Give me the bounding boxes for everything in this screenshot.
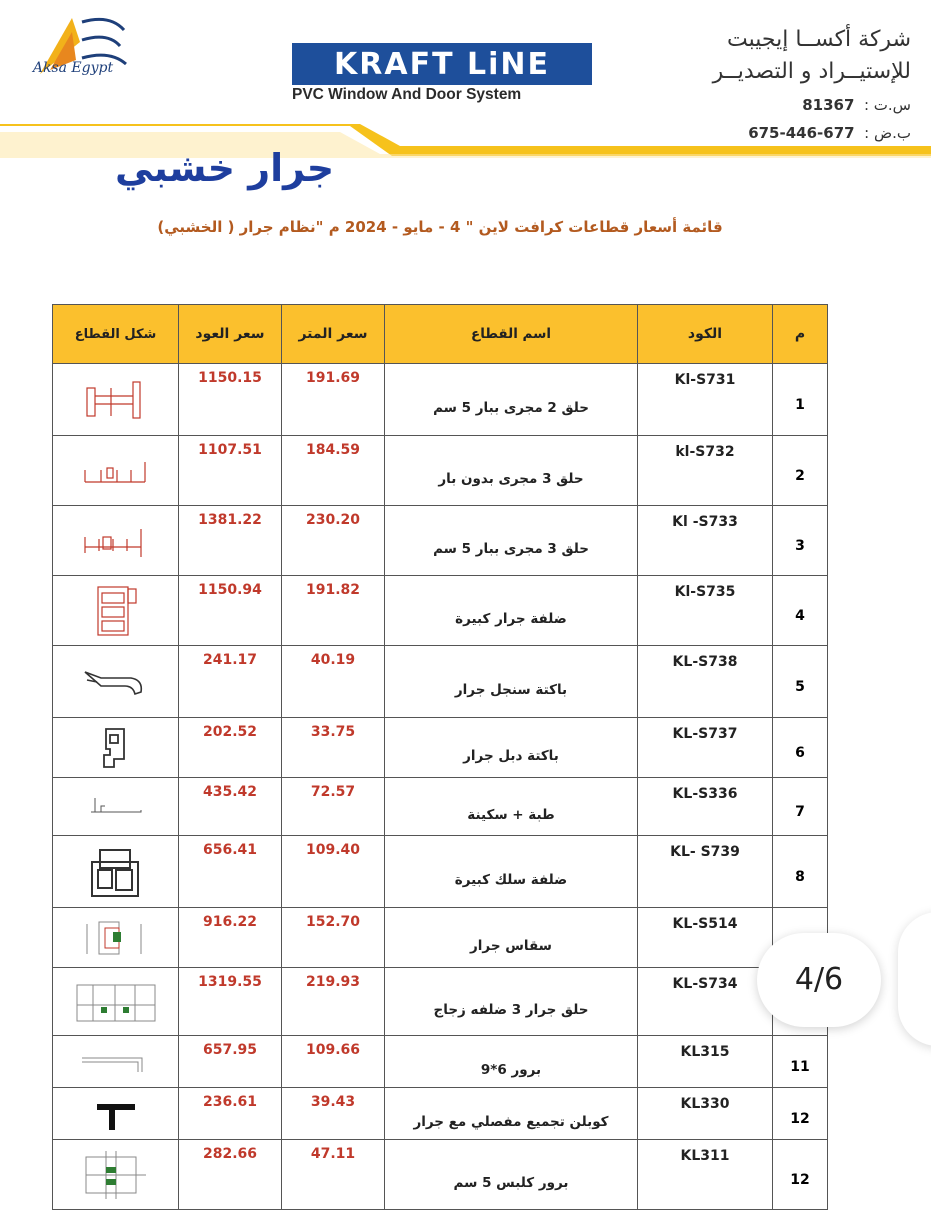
row-name: سقاس جرار (385, 908, 638, 968)
profile-interlock-icon (53, 908, 179, 968)
row-number: 11 (773, 1036, 828, 1088)
row-number: 12 (773, 1088, 828, 1140)
row-number: 3 (773, 506, 828, 576)
header-meter-price: سعر المتر (282, 305, 385, 364)
row-meter-price: 191.69 (282, 364, 385, 436)
row-bar-price: 916.22 (179, 908, 282, 968)
table-row (53, 364, 828, 436)
table-row (53, 968, 828, 1036)
row-code: KL-S738 (638, 646, 773, 718)
tax-card (671, 120, 911, 146)
row-number: 5 (773, 646, 828, 718)
row-number: 1 (773, 364, 828, 436)
row-bar-price: 236.61 (179, 1088, 282, 1140)
profile-bead-single-icon (53, 646, 179, 718)
row-name: باكتة سنجل جرار (385, 646, 638, 718)
table-row (53, 1036, 828, 1088)
row-name: حلق جرار 3 ضلفه زجاج (385, 968, 638, 1036)
brand-name: KRAFT LiNE (292, 43, 592, 85)
row-meter-price: 33.75 (282, 718, 385, 778)
profile-cap-icon (53, 778, 179, 836)
row-number: 4 (773, 576, 828, 646)
row-number: 6 (773, 718, 828, 778)
row-code: Kl-S735 (638, 576, 773, 646)
row-name: طبة + سكينة (385, 778, 638, 836)
row-bar-price: 282.66 (179, 1140, 282, 1210)
profile-sash-large-icon (53, 576, 179, 646)
row-number: 8 (773, 836, 828, 908)
profile-coupler-icon (53, 1088, 179, 1140)
header-shape: شكل القطاع (53, 305, 179, 364)
row-name: حلق 2 مجرى ببار 5 سم (385, 364, 638, 436)
row-meter-price: 39.43 (282, 1088, 385, 1140)
company-name: شركة أكســا إيجيبت (727, 27, 911, 52)
profile-screen-sash-icon (53, 836, 179, 908)
row-name: حلق 3 مجرى بدون بار (385, 436, 638, 506)
row-name: ضلفة سلك كبيرة (385, 836, 638, 908)
row-meter-price: 109.66 (282, 1036, 385, 1088)
aksa-logo (20, 12, 140, 102)
page-indicator[interactable]: 4/6 (757, 933, 881, 1027)
row-bar-price: 1107.51 (179, 436, 282, 506)
row-bar-price: 657.95 (179, 1036, 282, 1088)
row-code: Kl -S733 (638, 506, 773, 576)
row-bar-price: 241.17 (179, 646, 282, 718)
row-code: Kl-S731 (638, 364, 773, 436)
header-name: اسم القطاع (385, 305, 638, 364)
table-header-row (53, 305, 828, 364)
table-row (53, 1088, 828, 1140)
row-code: KL330 (638, 1088, 773, 1140)
table-row (53, 718, 828, 778)
profile-track-3-icon (53, 436, 179, 506)
header-num: م (773, 305, 828, 364)
profile-bead-double-icon (53, 718, 179, 778)
tax-card-label: ب.ض : (864, 124, 911, 142)
row-meter-price: 40.19 (282, 646, 385, 718)
table-row (53, 836, 828, 908)
row-meter-price: 109.40 (282, 836, 385, 908)
row-meter-price: 219.93 (282, 968, 385, 1036)
table-row (53, 1140, 828, 1210)
company-info (671, 24, 911, 146)
row-code: KL-S514 (638, 908, 773, 968)
commercial-register (671, 90, 911, 120)
page-title: جرار خشبي (115, 146, 335, 190)
row-name: حلق 3 مجرى ببار 5 سم (385, 506, 638, 576)
row-bar-price: 1150.94 (179, 576, 282, 646)
row-name: كوبلن تجميع مفصلي مع جرار (385, 1088, 638, 1140)
row-name: برور 6*9 (385, 1036, 638, 1088)
profile-track-3-bar-icon (53, 506, 179, 576)
table-row (53, 576, 828, 646)
row-code: KL315 (638, 1036, 773, 1088)
row-code: KL- S739 (638, 836, 773, 908)
row-meter-price: 152.70 (282, 908, 385, 968)
row-meter-price: 230.20 (282, 506, 385, 576)
row-bar-price: 202.52 (179, 718, 282, 778)
row-meter-price: 72.57 (282, 778, 385, 836)
row-bar-price: 435.42 (179, 778, 282, 836)
tax-card-value: 677-446-675 (748, 124, 855, 142)
table-row (53, 778, 828, 836)
row-name: برور كلبس 5 سم (385, 1140, 638, 1210)
row-number: 12 (773, 1140, 828, 1210)
row-code: kl-S732 (638, 436, 773, 506)
row-name: باكتة دبل جرار (385, 718, 638, 778)
kraft-line-logo (292, 43, 592, 104)
price-table (52, 304, 828, 1210)
price-list-subtitle: قائمة أسعار قطاعات كرافت لاين " 4 - مايو - 2024 م "نظام جرار ( الخشبي) (157, 218, 723, 236)
row-bar-price: 656.41 (179, 836, 282, 908)
row-number: 7 (773, 778, 828, 836)
profile-track-2-icon (53, 364, 179, 436)
table-row (53, 436, 828, 506)
row-bar-price: 1319.55 (179, 968, 282, 1036)
row-code: KL311 (638, 1140, 773, 1210)
row-bar-price: 1150.15 (179, 364, 282, 436)
row-number: 2 (773, 436, 828, 506)
table-row (53, 506, 828, 576)
commercial-register-label: س.ت : (863, 96, 911, 114)
commercial-register-value: 81367 (802, 96, 855, 114)
aksa-logo-text: Aksa Egypt (32, 60, 114, 76)
profile-angle-icon (53, 1036, 179, 1088)
company-activity: للإستيــراد و التصديــر (712, 59, 911, 84)
row-meter-price: 184.59 (282, 436, 385, 506)
row-code: KL-S336 (638, 778, 773, 836)
brand-tagline: PVC Window And Door System (292, 86, 522, 103)
row-bar-price: 1381.22 (179, 506, 282, 576)
table-row (53, 908, 828, 968)
profile-clip-icon (53, 1140, 179, 1210)
row-meter-price: 47.11 (282, 1140, 385, 1210)
row-code: KL-S737 (638, 718, 773, 778)
table-row (53, 646, 828, 718)
row-meter-price: 191.82 (282, 576, 385, 646)
header-code: الكود (638, 305, 773, 364)
next-page-button[interactable] (898, 912, 931, 1046)
header-bar-price: سعر العود (179, 305, 282, 364)
profile-frame-3sash-icon (53, 968, 179, 1036)
row-name: ضلفة جرار كبيرة (385, 576, 638, 646)
row-code: KL-S734 (638, 968, 773, 1036)
